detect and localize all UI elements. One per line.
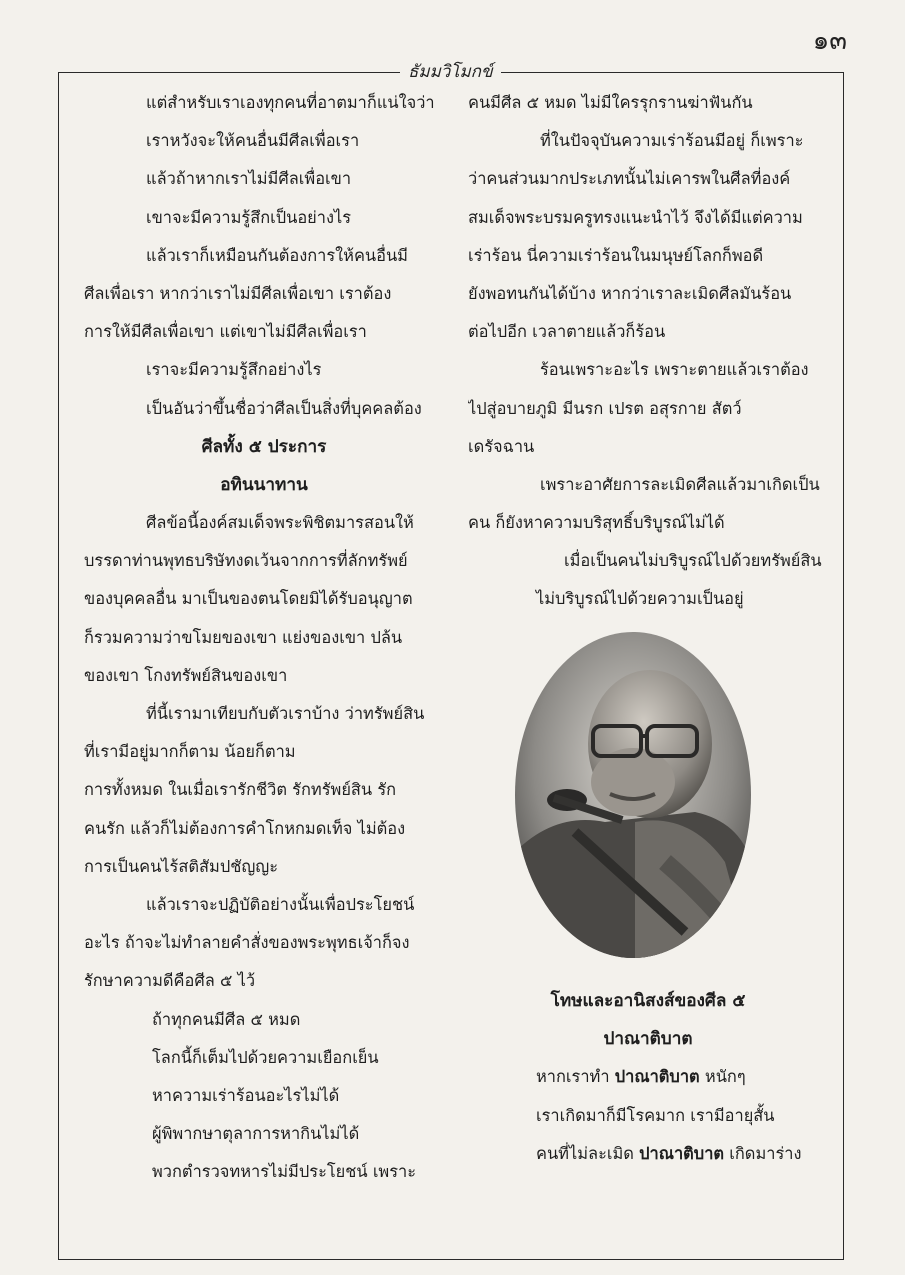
text-line: คนมีศีล ๕ หมด ไม่มีใครรุกรานฆ่าฟันกัน [468,93,753,112]
text-line: ของบุคคลอื่น มาเป็นของตนโดยมิได้รับอนุญาต [84,589,413,609]
section-heading: ศีลทั้ง ๕ ประการ [201,436,327,457]
left-column [84,84,444,1191]
text-line: แล้วเราก็เหมือนกันต้องการให้คนอื่นมี [146,245,408,265]
right-column [468,84,828,619]
bold-term: ปาณาติบาต [614,1067,700,1087]
text-line: ที่ในปัจจุบันความเร่าร้อนมีอยู่ ก็เพราะ [540,131,804,151]
text-run: หากเราทำ [536,1067,615,1087]
text-line: แล้วถ้าหากเราไม่มีศีลเพื่อเขา [146,169,352,189]
text-line: ร้อนเพราะอะไร เพราะตายแล้วเราต้อง [540,360,809,380]
text-line: การทั้งหมด ในเมื่อเรารักชีวิต รักทรัพย์สิน รัก [84,780,397,800]
text-line: เป็นอันว่าขึ้นชื่อว่าศีลเป็นสิ่งที่บุคคลต้อง [146,398,422,418]
text-line: การเป็นคนไร้สติสัมปชัญญะ [84,856,279,876]
text-line: พวกตำรวจทหารไม่มีประโยชน์ เพราะ [152,1162,417,1182]
section-heading: อทินนาทาน [220,474,308,495]
text-line: ยังพอทนกันได้บ้าง หากว่าเราละเมิดศีลมันร้อน [468,283,792,303]
text-line: ที่นี้เรามาเทียบกับตัวเราบ้าง ว่าทรัพย์สิน [146,704,425,723]
text-line: อะไร ถ้าจะไม่ทำลายคำสั่งของพระพุทธเจ้าก็จง [84,933,410,953]
text-line: ไปสู่อบายภูมิ มีนรก เปรต อสุรกาย สัตว์ [468,398,742,418]
text-line: เร่าร้อน นี่ความเร่าร้อนในมนุษย์โลกก็พอดี [468,245,764,265]
text-line: ว่าคนส่วนมากประเภทนั้นไม่เคารพในศีลที่องค์ [468,169,791,189]
text-line: เราจะมีความรู้สึกอย่างไร [146,360,322,380]
text-line [468,1058,828,1096]
text-line: รักษาความดีคือศีล ๕ ไว้ [84,971,256,991]
right-bottom-section [468,982,828,1173]
monk-portrait-photo [515,632,751,958]
text-line: คนรัก แล้วก็ไม่ต้องการคำโกหกมดเท็จ ไม่ต้อง [84,818,406,838]
text-run: คนที่ไม่ละเมิด [536,1143,640,1163]
text-line: แต่สำหรับเราเองทุกคนที่อาตมาก็แน่ใจว่า [146,93,435,112]
text-line: เราหวังจะให้คนอื่นมีศีลเพื่อเรา [146,131,360,151]
text-line: หาความเร่าร้อนอะไรไม่ได้ [152,1085,340,1105]
text-line: ไม่บริบูรณ์ไปด้วยความเป็นอยู่ [536,589,744,609]
text-line: สมเด็จพระบรมครูทรงแนะนำไว้ จึงได้มีแต่ความ [468,207,803,227]
text-line: คน ก็ยังหาความบริสุทธิ์บริบูรณ์ไม่ได้ [468,513,725,533]
text-line: ผู้พิพากษาตุลาการหากินไม่ได้ [152,1124,360,1144]
page-number: ๑๓ [812,26,847,56]
text-line: เราเกิดมาก็มีโรคมาก เรามีอายุสั้น [536,1105,775,1125]
text-line: ก็รวมความว่าขโมยของเขา แย่งของเขา ปล้น [84,627,403,647]
section-heading: ปาณาติบาต [603,1029,693,1050]
text-line: เมื่อเป็นคนไม่บริบูรณ์ไปด้วยทรัพย์สิน [564,551,822,571]
section-heading: โทษและอานิสงส์ของศีล ๕ [550,991,746,1011]
text-line [468,1135,828,1173]
text-line: ศีลข้อนี้องค์สมเด็จพระพิชิตมารสอนให้ [146,513,414,533]
text-line: การให้มีศีลเพื่อเขา แต่เขาไม่มีศีลเพื่อเรา [84,322,367,342]
text-line: เดรัจฉาน [468,436,535,456]
text-run: เกิดมาร่าง [724,1143,802,1163]
text-line: แล้วเราจะปฏิบัติอย่างนั้นเพื่อประโยชน์ [146,894,415,914]
bold-term: ปาณาติบาต [639,1143,725,1163]
running-header: ธัมมวิโมกข์ [400,58,501,85]
text-line: บรรดาท่านพุทธบริษัทงดเว้นจากการที่ลักทรัพย์ [84,551,408,571]
text-line: ที่เรามีอยู่มากก็ตาม น้อยก็ตาม [84,742,296,762]
text-line: ของเขา โกงทรัพย์สินของเขา [84,665,288,685]
text-line: ต่อไปอีก เวลาตายแล้วก็ร้อน [468,322,666,342]
text-line: ศีลเพื่อเรา หากว่าเราไม่มีศีลเพื่อเขา เราต้อง [84,283,392,303]
text-line: เพราะอาศัยการละเมิดศีลแล้วมาเกิดเป็น [540,474,820,494]
text-line: โลกนี้ก็เต็มไปด้วยความเยือกเย็น [152,1047,379,1067]
text-line: เขาจะมีความรู้สึกเป็นอย่างไร [146,207,352,227]
text-line: ถ้าทุกคนมีศีล ๕ หมด [152,1009,301,1029]
text-run: หนักๆ [699,1067,746,1087]
